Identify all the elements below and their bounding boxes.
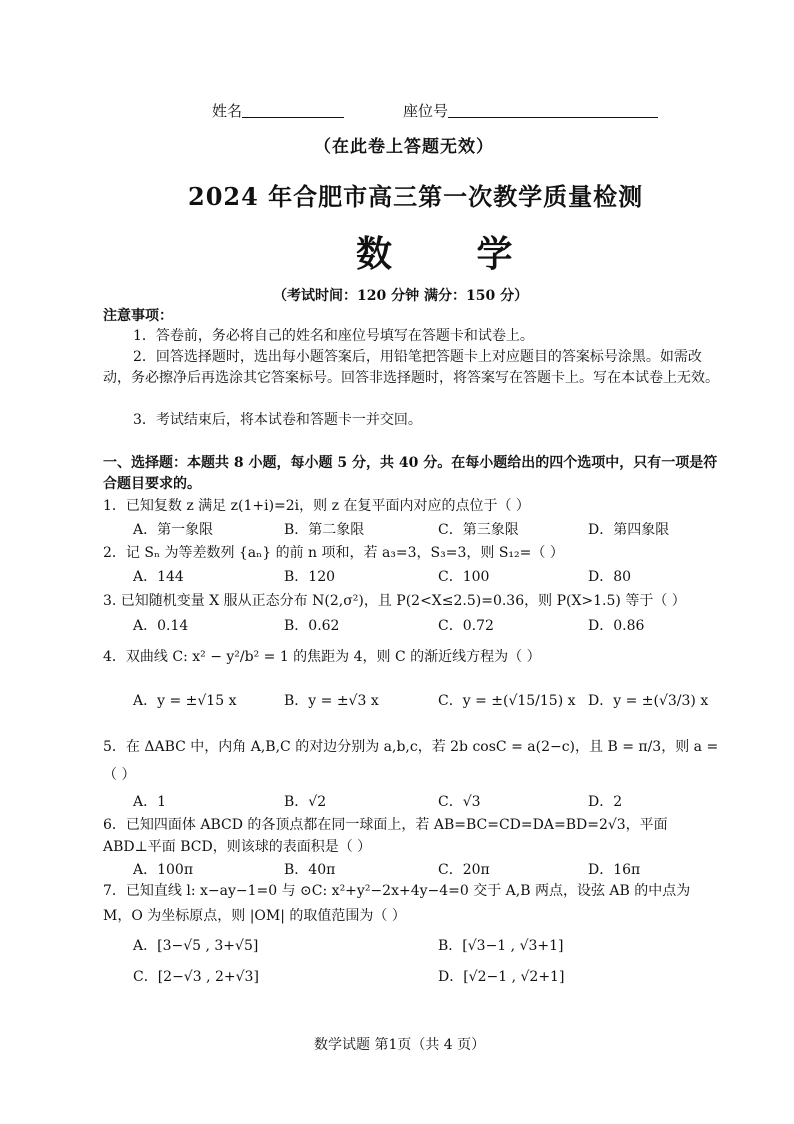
- name-field: [212, 100, 344, 121]
- q4-option-b: B．y = ±√3 x: [284, 693, 379, 709]
- seat-label: 座位号: [403, 102, 449, 120]
- invalid-note: （在此卷上答题无效）: [314, 137, 494, 157]
- q6-option-c: C．20π: [438, 862, 490, 878]
- q3-option-c: C．0.72: [438, 618, 494, 634]
- question-6-stem-cont: ABD⊥平面 BCD，则该球的表面积是（ ）: [103, 839, 372, 855]
- q5-option-a: A．1: [133, 794, 167, 810]
- q4-option-a: A．y = ±√15 x: [133, 693, 237, 709]
- name-blank: [242, 104, 344, 118]
- q2-option-c: C．100: [438, 569, 490, 585]
- notice-item-1: 1．答卷前，务必将自己的姓名和座位号填写在答题卡和试卷上。: [133, 328, 534, 344]
- q3-option-b: B．0.62: [284, 618, 340, 634]
- q7-option-c: C．[2−√3 , 2+√3]: [133, 969, 259, 985]
- question-5-stem-cont: （ ）: [103, 767, 136, 783]
- q6-option-a: A．100π: [133, 862, 194, 878]
- notice-item-3: 3．考试结束后，将本试卷和答题卡一并交回。: [133, 412, 422, 428]
- q2-option-d: D．80: [588, 569, 632, 585]
- q5-option-d: D．2: [588, 794, 623, 810]
- q6-option-d: D．16π: [588, 862, 641, 878]
- q1-option-a: A．第一象限: [133, 522, 214, 538]
- q5-option-b: B．√2: [284, 794, 327, 810]
- seat-blank: [448, 104, 658, 118]
- q7-option-a: A．[3−√5 , 3+√5]: [133, 938, 259, 954]
- question-4-stem: 4．双曲线 C: x² − y²/b² = 1 的焦距为 4，则 C 的渐近线方程为（ ）: [103, 649, 541, 665]
- q2-option-a: A．144: [133, 569, 184, 585]
- q7-option-b: B．[√3−1 , √3+1]: [438, 938, 564, 954]
- notice-item-2: 2．回答选择题时，选出每小题答案后，用铅笔把答题卡上对应题目的答案标号涂黑。如需改动，务必擦净后再选涂其它答案标号。回答非选择题时，将答案写在答题卡上。写在本试卷上无效。: [103, 349, 719, 386]
- seat-field: [403, 100, 658, 121]
- q4-option-c: C．y = ±(√15/15) x: [438, 693, 576, 709]
- exam-title: 2024 年合肥市高三第一次教学质量检测: [188, 182, 644, 211]
- name-label: 姓名: [212, 102, 243, 120]
- q7-option-d: D．[√2−1 , √2+1]: [438, 969, 565, 985]
- question-1-stem: 1．已知复数 z 满足 z(1+i)=2i，则 z 在复平面内对应的点位于（ ）: [103, 498, 530, 514]
- q2-option-b: B．120: [284, 569, 336, 585]
- question-2-stem: 2．记 Sₙ 为等差数列 {aₙ} 的前 n 项和，若 a₃=3，S₃=3，则 S₁₂=（ ）: [103, 545, 564, 561]
- q6-option-b: B．40π: [284, 862, 336, 878]
- question-3-stem: 3. 已知随机变量 X 服从正态分布 N(2,σ²)，且 P(2<X≤2.5)=0.36，则 P(X>1.5) 等于（ ）: [103, 593, 686, 609]
- q1-option-b: B．第二象限: [284, 522, 365, 538]
- q1-option-d: D．第四象限: [588, 522, 670, 538]
- notice-heading: 注意事项：: [103, 308, 173, 324]
- question-7-stem-cont: M，O 为坐标原点，则 |OM| 的取值范围为（ ）: [103, 908, 406, 924]
- q1-option-c: C．第三象限: [438, 522, 519, 538]
- section-heading: 一、选择题：本题共 8 小题，每小题 5 分，共 40 分。在每小题给出的四个选项中，只有一项是符合题目要求的。: [103, 455, 718, 492]
- question-7-stem: 7．已知直线 l: x−ay−1=0 与 ⊙C: x²+y²−2x+4y−4=0 交于 A,B 两点，设弦 AB 的中点为: [103, 883, 691, 899]
- exam-info: （考试时间：120 分钟 满分：150 分）: [273, 288, 529, 304]
- q4-option-d: D．y = ±(√3/3) x: [588, 693, 709, 709]
- q3-option-a: A．0.14: [133, 618, 189, 634]
- q5-option-c: C．√3: [438, 794, 481, 810]
- subject-title: 数 学: [356, 233, 549, 275]
- question-5-stem: 5．在 ΔABC 中，内角 A,B,C 的对边分别为 a,b,c，若 2b cosC = a(2−c)，且 B = π/3，则 a =: [103, 739, 719, 755]
- page-footer: 数学试题 第1页（共 4 页）: [314, 1037, 486, 1053]
- q3-option-d: D．0.86: [588, 618, 645, 634]
- question-6-stem: 6．已知四面体 ABCD 的各顶点都在同一球面上，若 AB=BC=CD=DA=BD=2√3，平面: [103, 817, 668, 833]
